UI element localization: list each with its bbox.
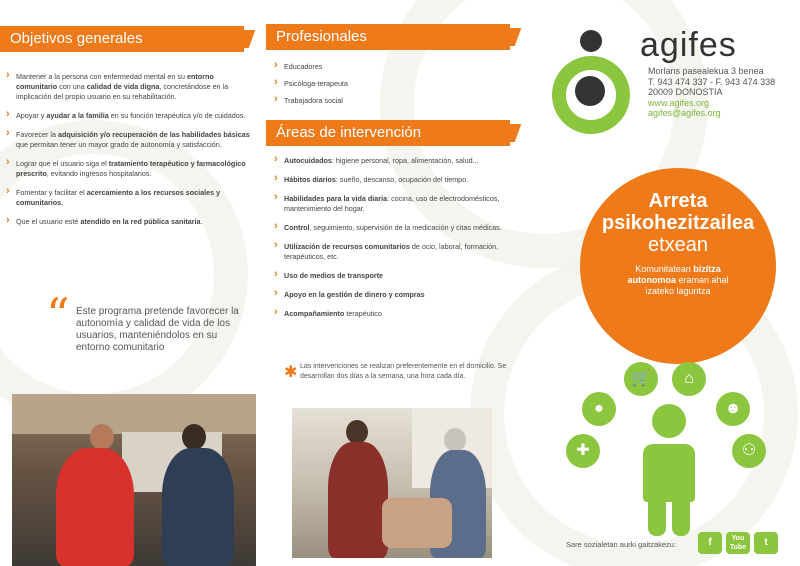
objectives-list — [6, 72, 256, 236]
person-figure-body — [643, 444, 695, 502]
person-figure-icon — [652, 404, 686, 438]
professional-item: › Educadores — [274, 62, 514, 72]
house-icon: ⌂ — [672, 362, 706, 396]
person-figure-leg — [648, 496, 666, 536]
theater-masks-icon: ☻ — [716, 392, 750, 426]
logo-center-icon — [575, 76, 605, 106]
objective-item: › Lograr que el usuario siga el tratamiento terapéutico y farmacológico prescrito, evitando ingresos hospitalarios. — [6, 159, 256, 179]
objective-item: › Que el usuario esté atendido en la red pública sanitaria. — [6, 217, 256, 227]
professionals-list — [274, 62, 514, 113]
professionals-header: Profesionales — [266, 24, 510, 50]
home-photo — [292, 408, 492, 558]
area-item: › Habilidades para la vida diaria: cocina, uso de electrodomésticos, mantenimiento del hogar. — [274, 194, 516, 214]
photo-person-left — [328, 442, 388, 558]
program-quote: Este programa pretende favorecer la autonomía y calidad de vida de los usuarios, manteniéndolos en su entorno comunitario — [76, 306, 239, 353]
person-figure-leg — [672, 496, 690, 536]
star-icon: ✱ — [284, 364, 298, 381]
areas-header: Áreas de intervención — [266, 120, 510, 146]
area-item: › Apoyo en la gestión de dinero y compras — [274, 290, 516, 300]
photo-wall — [12, 394, 256, 434]
shopping-cart-icon: 🛒 — [624, 362, 658, 396]
photo-blanket — [382, 498, 452, 548]
address-line: 20009 DONOSTIA — [648, 87, 723, 97]
objective-item: › Mantener a la persona con enfermedad mental en su entorno comunitario con una calidad de vida digna, concretándose en la implicación del propio usuario en su rehabilitación. — [6, 72, 256, 102]
kitchen-photo — [12, 394, 256, 566]
area-item: › Control, seguimiento, supervisión de la medicación y citas médicas. — [274, 223, 516, 233]
photo-person-head — [182, 424, 206, 450]
areas-list — [274, 156, 516, 328]
badge-title-line: Arreta — [648, 190, 708, 212]
area-item: › Acompañamiento terapéutico — [274, 309, 516, 319]
tennis-icon: ● — [582, 392, 616, 426]
area-item: › Uso de medios de transporte — [274, 271, 516, 281]
badge-title — [580, 190, 776, 256]
contact-address — [648, 66, 775, 119]
facebook-icon[interactable]: f — [698, 532, 722, 554]
badge-subtitle: Komunitatean bizitza autonomoa eraman ahal izateko laguntza — [627, 264, 729, 296]
photo-person-head — [444, 428, 466, 452]
area-item: › Autocuidados: higiene personal, ropa, alimentación, salud... — [274, 156, 516, 166]
objective-item: › Fomentar y facilitar el acercamiento a los recursos sociales y comunitarios. — [6, 188, 256, 208]
objective-item: › Apoyar y ayudar a la familia en su función terapéutica y/o de cuidados. — [6, 111, 256, 121]
badge-title-line: etxean — [647, 234, 709, 256]
objective-item: › Favorecer la adquisición y/o recuperación de las habilidades básicas que permitan tener un mayor grado de autonomía y satisfacción. — [6, 130, 256, 150]
quote-mark-icon: “ — [46, 288, 70, 342]
health-cross-icon: ✚ — [566, 434, 600, 468]
social-caption: Sare sozialetan aurki gaitzakezu: — [566, 540, 677, 549]
title-badge — [580, 168, 776, 364]
intervention-note: Las intervenciones se realizan preferentemente en el domicilio. Se desarrollan dos días a la semana, una hora cada día. — [300, 363, 507, 380]
professional-item: › Trabajadora social — [274, 96, 514, 106]
photo-person-dark — [162, 448, 234, 566]
logo-head-icon — [580, 30, 602, 52]
photo-person-head — [90, 424, 114, 450]
people-icon: ⚇ — [732, 434, 766, 468]
badge-title-line: psikohezitzailea — [601, 212, 755, 234]
objectives-header: Objetivos generales — [0, 26, 244, 52]
address-line: Morlans pasealekua 3 benea — [648, 66, 764, 76]
youtube-icon[interactable]: You Tube — [726, 532, 750, 554]
website-link[interactable]: www.agifes.org — [648, 97, 710, 108]
logo-text: agifes — [640, 26, 737, 64]
area-item: › Hábitos diarios: sueño, descanso, ocupación del tiempo. — [274, 175, 516, 185]
twitter-icon[interactable]: t — [754, 532, 778, 554]
photo-person-red — [56, 448, 134, 566]
professional-item: › Psicóloga-terapeuta — [274, 79, 514, 89]
panel-objectives — [0, 0, 266, 566]
address-line: T. 943 474 337 - F. 943 474 338 — [648, 76, 776, 87]
email-link[interactable]: agifes@agifes.org — [648, 108, 721, 118]
area-item: › Utilización de recursos comunitarios de ocio, laboral, formación, terapéuticos, etc. — [274, 242, 516, 262]
photo-person-head — [346, 420, 368, 444]
